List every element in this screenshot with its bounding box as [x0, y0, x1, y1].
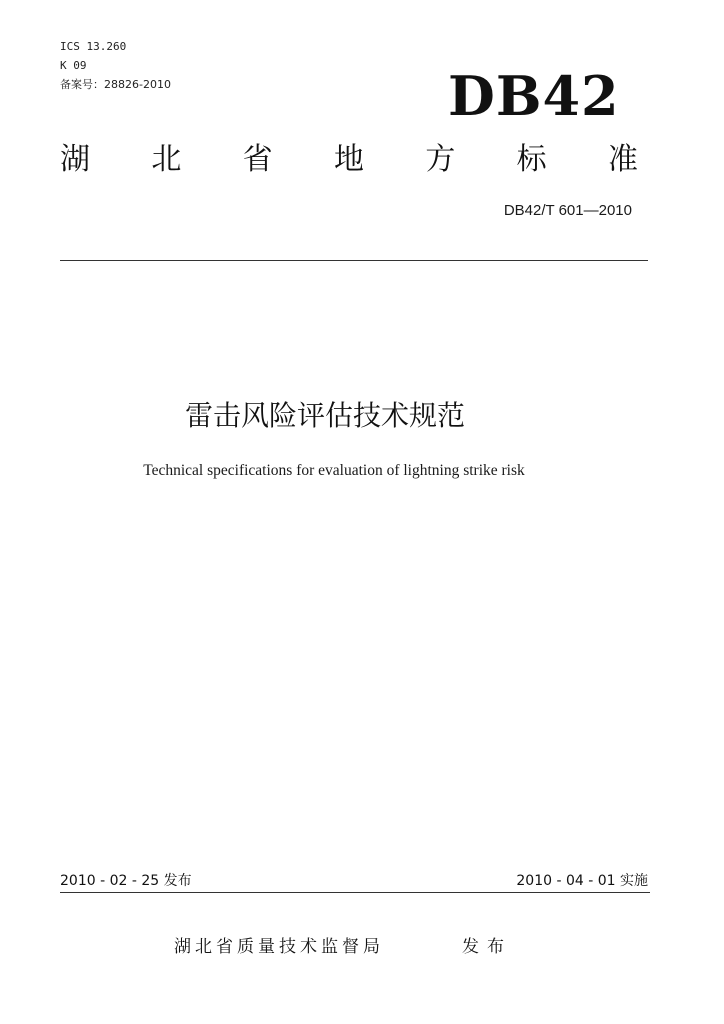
publish-label: 发布 — [462, 937, 512, 957]
filing-number: 备案号：28826-2010 — [60, 78, 171, 91]
standard-type-char: 湖 — [60, 142, 90, 177]
issue-date: 2010 - 02 - 25 发布 — [60, 873, 192, 889]
standard-type-char: 准 — [607, 142, 638, 177]
classification-code: K 09 — [60, 59, 87, 72]
header-divider — [60, 260, 648, 261]
db42-logo: DB42 — [448, 64, 620, 128]
standard-type-heading — [60, 140, 638, 180]
publisher-name: 湖北省质量技术监督局 — [174, 937, 384, 957]
ics-code: ICS 13.260 — [60, 40, 127, 53]
document-title-english: Technical specifications for evaluation of lightning strike risk — [143, 462, 525, 479]
standard-type-char: 地 — [333, 142, 364, 177]
footer-divider — [60, 892, 650, 893]
standard-type-char: 方 — [425, 142, 456, 177]
standard-type-char: 北 — [151, 142, 182, 177]
implementation-date: 2010 - 04 - 01 实施 — [516, 873, 648, 889]
standard-type-char: 省 — [242, 142, 273, 177]
standard-number: DB42/T 601—2010 — [503, 202, 632, 219]
document-title-chinese: 雷击风险评估技术规范 — [184, 399, 465, 432]
standard-type-char: 标 — [516, 142, 547, 177]
